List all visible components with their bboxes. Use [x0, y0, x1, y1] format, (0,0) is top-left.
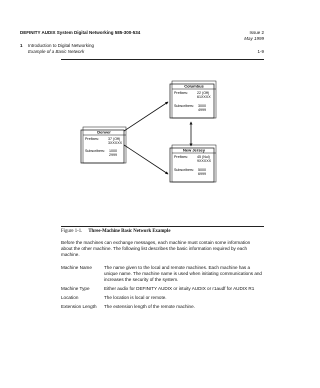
page-number: 1-9	[257, 49, 264, 54]
node-columbus-subscribers-value: 3000	[198, 104, 206, 108]
chapter-title: Introduction to Digital Networking	[28, 43, 95, 48]
definition-item	[61, 286, 271, 292]
chapter-number: 1	[20, 43, 23, 48]
figure-title: Three-Machine Basic Network Example	[88, 229, 171, 234]
node-new-jersey-subscribers-value2: 6999	[198, 172, 206, 176]
definition-description: The name given to the local and remote machines. Each machine has a unique name. The machine name is used when initiating communications and increases the security of the system.	[104, 265, 262, 282]
node-denver-prefixes-label: Prefixes:	[85, 137, 99, 141]
node-denver-prefixes-value: 37 (Off)	[108, 137, 121, 141]
definition-description: The location is local or remote.	[104, 295, 167, 300]
node-columbus-prefixes-value2: 61XXXX	[197, 95, 211, 99]
node-denver-subscribers-value: 1000	[109, 149, 117, 153]
node-new-jersey	[170, 145, 216, 182]
definition-term: Extension Length	[61, 304, 97, 310]
definition-term: Location	[61, 295, 79, 300]
node-columbus-prefixes-value: 22 (Off)	[197, 91, 210, 95]
node-new-jersey-prefixes-value2: 9XXXXX	[197, 159, 211, 163]
link-denver-columbus	[121, 102, 168, 133]
issue-date: May 1999	[244, 36, 264, 41]
node-new-jersey-name: New Jersey	[182, 147, 206, 153]
node-denver-prefixes-value2: 3XXXXX	[108, 141, 122, 145]
definition-description: The extension length of the remote machine.	[104, 304, 195, 310]
definition-item	[61, 295, 271, 301]
definition-description: Either audix for DEFINITY AUDIX or intuity AUDIX or r1audf for AUDIX R1	[104, 285, 255, 291]
node-denver	[81, 127, 126, 163]
figure-bottom-rule	[61, 226, 264, 227]
definition-term: Machine Name	[61, 265, 92, 270]
node-columbus-subscribers-label: Subscribers:	[174, 104, 194, 108]
node-columbus-prefixes-label: Prefixes:	[174, 91, 188, 95]
section-title: Example of a Basic Network	[28, 49, 85, 54]
intro-paragraph: Before the machines can exchange messages, each machine must contain some information about the other machine. The following list describes the basic information required by each machine.	[61, 240, 251, 257]
figure-number: Figure 1-1.	[61, 229, 83, 234]
node-denver-subscribers-value2: 2999	[109, 153, 117, 157]
definition-term: Machine Type	[61, 285, 90, 291]
node-denver-subscribers-label: Subscribers:	[85, 149, 105, 153]
figure-caption	[61, 229, 170, 234]
definition-item	[61, 304, 271, 310]
node-denver-name: Denver	[97, 129, 111, 135]
node-columbus-name: Columbus	[184, 83, 204, 89]
node-new-jersey-subscribers-label: Subscribers:	[174, 168, 194, 172]
issue-label: Issue 2	[249, 30, 264, 35]
document-title: DEFINITY AUDIX System Digital Networking 585-300-534	[20, 30, 141, 35]
definition-item	[61, 265, 271, 283]
node-new-jersey-subscribers-value: 5000	[198, 168, 206, 172]
link-denver-newjersey	[121, 143, 168, 174]
definition-list	[61, 265, 271, 313]
node-columbus	[170, 81, 216, 118]
node-new-jersey-prefixes-value: 45 (Nul)	[197, 155, 210, 159]
node-columbus-subscribers-value2: 4999	[198, 108, 206, 112]
node-new-jersey-prefixes-label: Prefixes:	[174, 155, 188, 159]
